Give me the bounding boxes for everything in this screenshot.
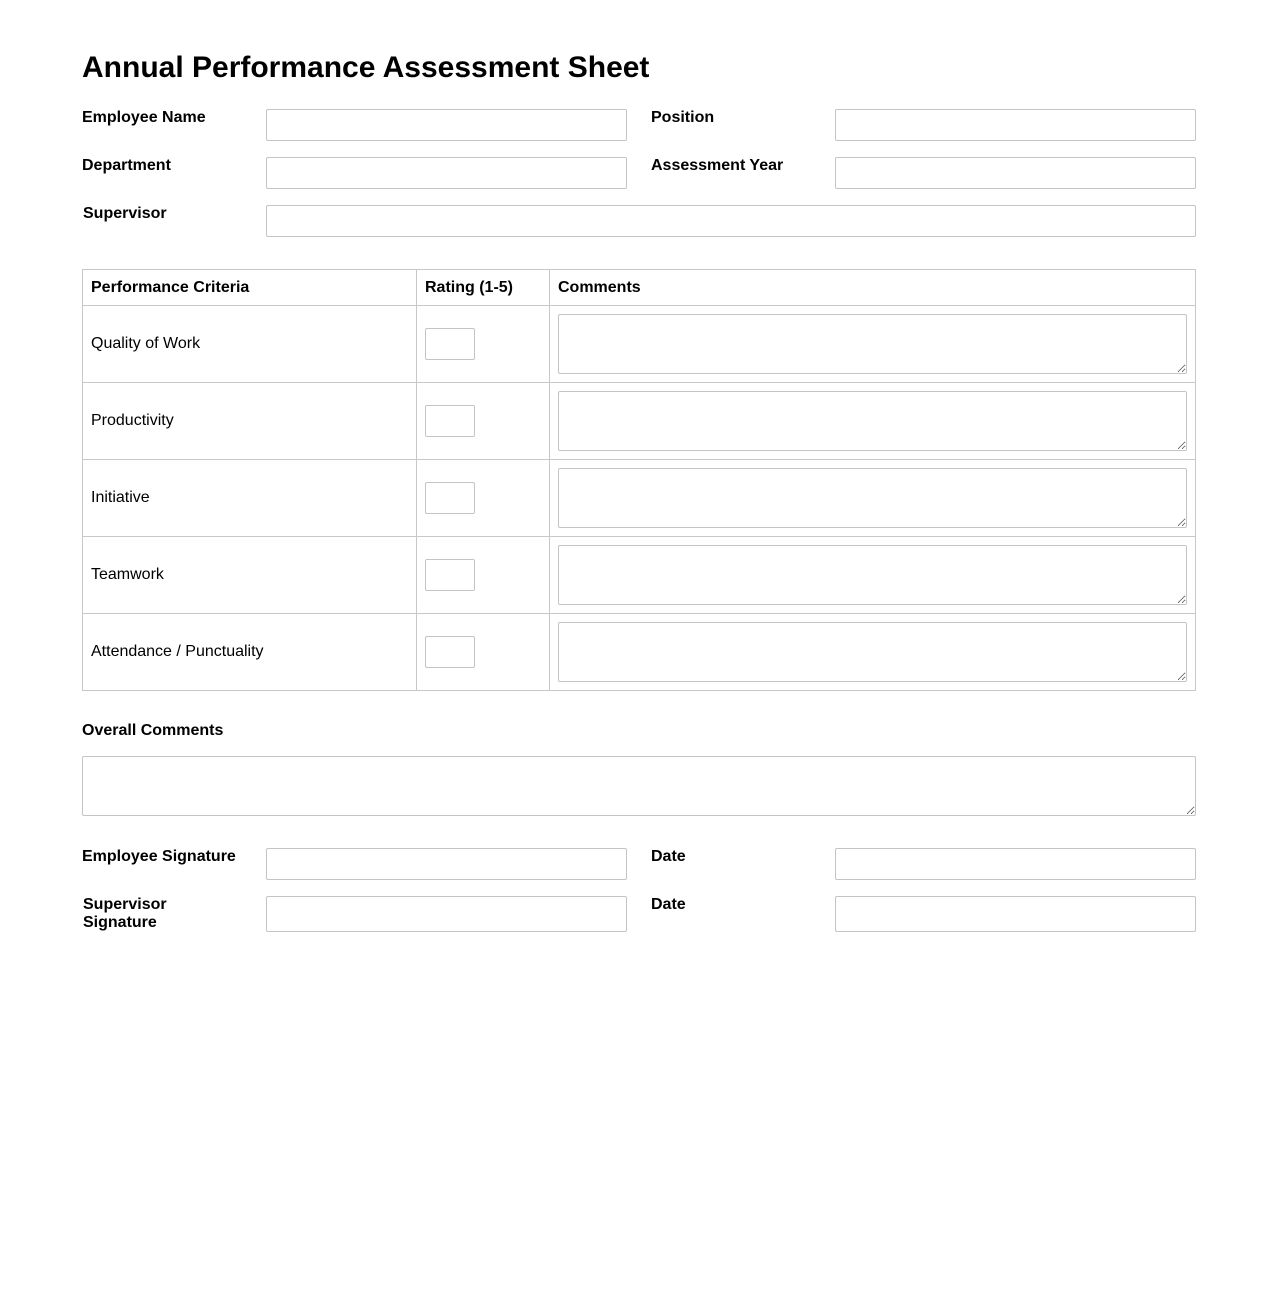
employee-date-label: Date <box>651 848 686 865</box>
position-input[interactable] <box>835 109 1196 141</box>
criteria-cell: Attendance / Punctuality <box>83 614 417 691</box>
criteria-table <box>82 269 1196 691</box>
rating-input[interactable] <box>425 328 475 360</box>
comments-cell <box>550 306 1196 383</box>
table-row <box>83 537 1196 614</box>
employee-signature-label: Employee Signature <box>82 848 236 865</box>
employee-date-input[interactable] <box>835 848 1196 880</box>
table-row <box>83 306 1196 383</box>
comments-textarea[interactable] <box>558 391 1187 451</box>
criteria-cell: Initiative <box>83 460 417 537</box>
table-row <box>83 460 1196 537</box>
header-rating: Rating (1-5) <box>417 270 550 306</box>
comments-cell <box>550 614 1196 691</box>
supervisor-input[interactable] <box>266 205 1196 237</box>
rating-cell <box>417 460 550 537</box>
table-header-row <box>83 270 1196 306</box>
table-row <box>83 383 1196 460</box>
page-title: Annual Performance Assessment Sheet <box>82 51 650 84</box>
overall-comments-textarea[interactable] <box>82 756 1196 816</box>
supervisor-signature-label: Supervisor Signature <box>83 896 167 931</box>
assessment-year-label: Assessment Year <box>651 157 784 174</box>
rating-input[interactable] <box>425 559 475 591</box>
employee-name-label: Employee Name <box>82 109 206 126</box>
employee-name-input[interactable] <box>266 109 627 141</box>
comments-textarea[interactable] <box>558 468 1187 528</box>
supervisor-label: Supervisor <box>83 205 167 222</box>
header-comments: Comments <box>550 270 1196 306</box>
comments-textarea[interactable] <box>558 545 1187 605</box>
supervisor-date-label: Date <box>651 896 686 913</box>
rating-cell <box>417 383 550 460</box>
rating-input[interactable] <box>425 636 475 668</box>
rating-input[interactable] <box>425 482 475 514</box>
assessment-year-input[interactable] <box>835 157 1196 189</box>
supervisor-signature-input[interactable] <box>266 896 627 932</box>
comments-cell <box>550 383 1196 460</box>
comments-cell <box>550 537 1196 614</box>
rating-cell <box>417 537 550 614</box>
comments-textarea[interactable] <box>558 622 1187 682</box>
supervisor-date-input[interactable] <box>835 896 1196 932</box>
rating-cell <box>417 306 550 383</box>
criteria-cell: Quality of Work <box>83 306 417 383</box>
employee-signature-input[interactable] <box>266 848 627 880</box>
table-row <box>83 614 1196 691</box>
rating-input[interactable] <box>425 405 475 437</box>
rating-cell <box>417 614 550 691</box>
position-label: Position <box>651 109 715 126</box>
header-criteria: Performance Criteria <box>83 270 417 306</box>
criteria-cell: Productivity <box>83 383 417 460</box>
department-label: Department <box>82 157 171 174</box>
comments-cell <box>550 460 1196 537</box>
overall-comments-label: Overall Comments <box>82 722 224 739</box>
comments-textarea[interactable] <box>558 314 1187 374</box>
criteria-cell: Teamwork <box>83 537 417 614</box>
department-input[interactable] <box>266 157 627 189</box>
